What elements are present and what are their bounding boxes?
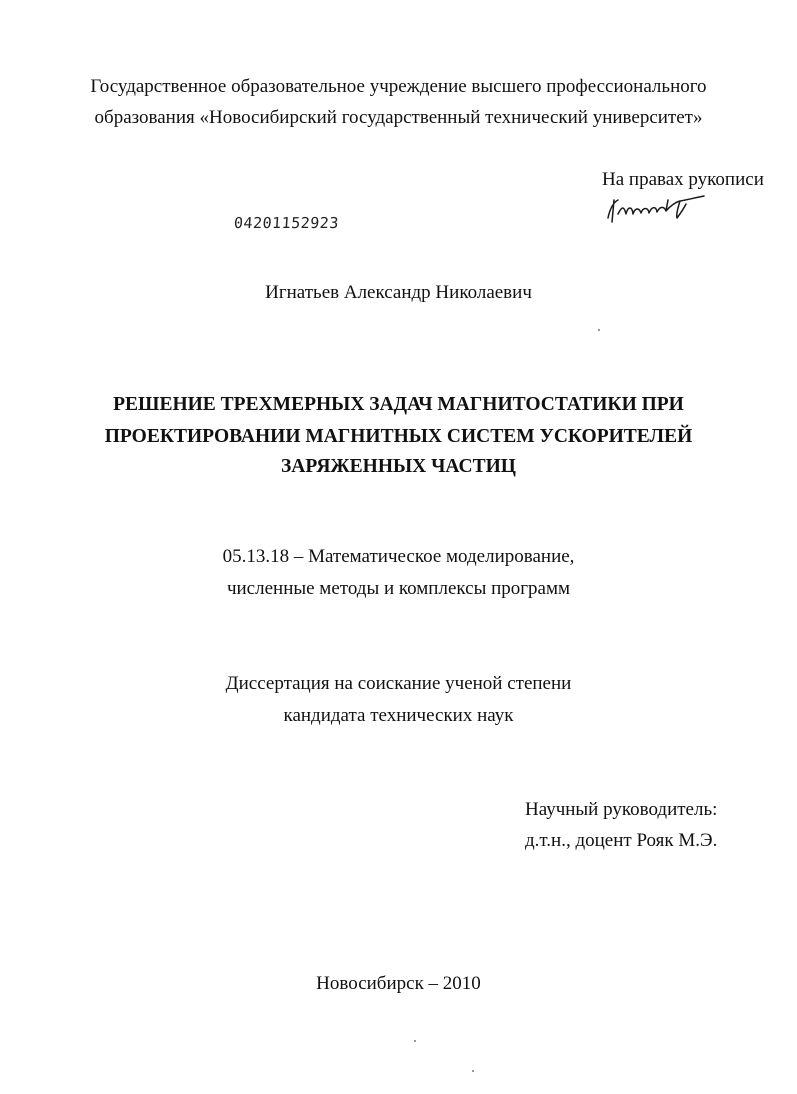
specialty-line-2: численные методы и комплексы программ [226, 578, 571, 599]
degree-line-2: кандидата технических наук [283, 705, 514, 726]
place-year: Новосибирск – 2010 [316, 973, 481, 994]
scan-speck [472, 1070, 474, 1072]
institution-line-1: Государственное образовательное учреждение высшего профессионального [90, 76, 707, 97]
author-name: Игнатьев Александр Николаевич [265, 282, 532, 303]
supervisor-label: Научный руководитель: [525, 799, 718, 820]
degree-line-1: Диссертация на соискание ученой степени [225, 673, 572, 694]
supervisor-name: д.т.н., доцент Рояк М.Э. [525, 830, 718, 851]
title-line-3: ЗАРЯЖЕННЫХ ЧАСТИЦ [281, 456, 516, 477]
institution-line-2: образования «Новосибирский государственный технический университет» [94, 107, 703, 128]
scan-speck [598, 329, 600, 331]
rights-label: На правах рукописи [602, 169, 764, 190]
registration-number: 04201152923 [233, 214, 340, 232]
title-line-2: ПРОЕКТИРОВАНИИ МАГНИТНЫХ СИСТЕМ УСКОРИТЕЛЕЙ [104, 426, 693, 447]
handwritten-signature [600, 188, 710, 234]
scan-speck [414, 1040, 416, 1042]
specialty-line-1: 05.13.18 – Математическое моделирование, [222, 546, 575, 567]
title-line-1: РЕШЕНИЕ ТРЕХМЕРНЫХ ЗАДАЧ МАГНИТОСТАТИКИ ПРИ [113, 394, 684, 415]
